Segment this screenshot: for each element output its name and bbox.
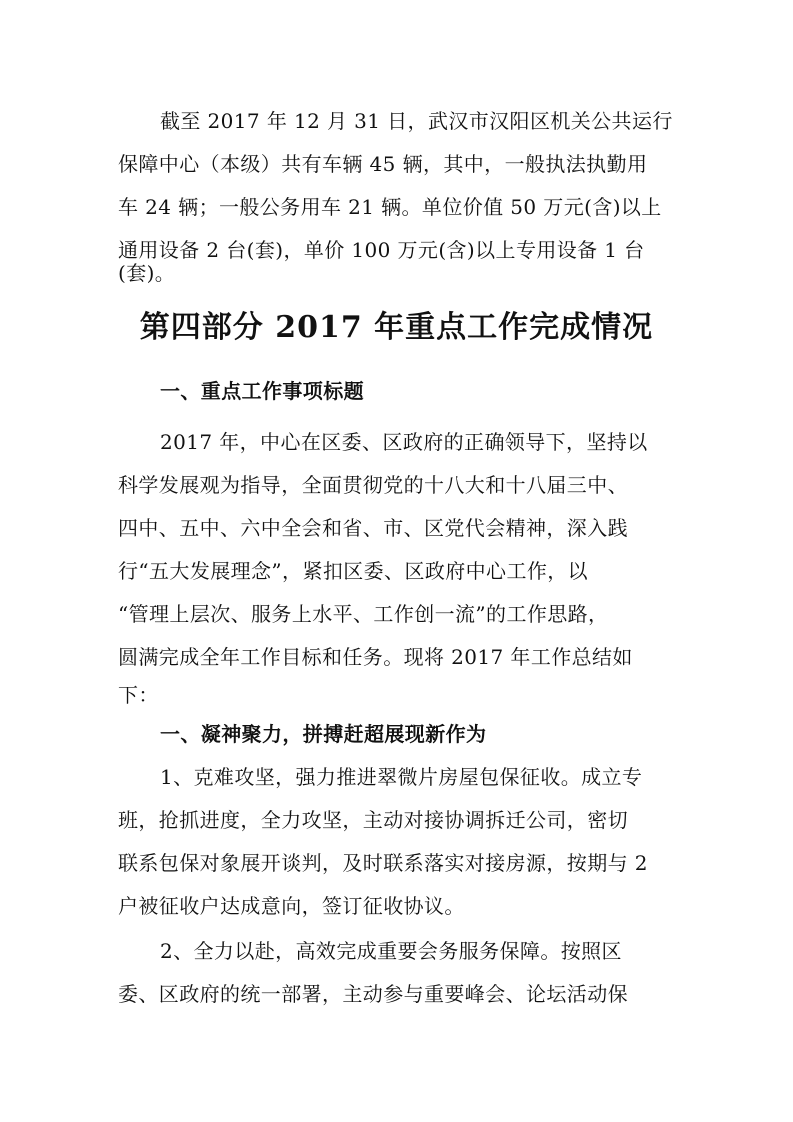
paragraph-line: 1、克难攻坚，强力推进翠微片房屋包保征收。成立专 bbox=[160, 765, 643, 789]
paragraph-line: 截至 2017 年 12 月 31 日，武汉市汉阳区机关公共运行 bbox=[160, 109, 673, 133]
paragraph-line: 2017 年，中心在区委、区政府的正确领导下，坚持以 bbox=[160, 430, 648, 454]
paragraph-line: 行“五大发展理念”，紧扣区委、区政府中心工作，以 bbox=[118, 559, 589, 583]
paragraph-line: 委、区政府的统一部署，主动参与重要峰会、论坛活动保 bbox=[118, 982, 628, 1006]
paragraph-line: 2、全力以赴，高效完成重要会务服务保障。按照区 bbox=[160, 939, 622, 963]
paragraph-line: 下： bbox=[118, 683, 159, 707]
paragraph-line: 通用设备 2 台(套)，单价 100 万元(含)以上专用设备 1 台 bbox=[118, 238, 645, 262]
paragraph-line: 班，抢抓进度，全力攻坚，主动对接协调拆迁公司，密切 bbox=[118, 808, 628, 832]
paragraph-line: 车 24 辆；一般公务用车 21 辆。单位价值 50 万元(含)以上 bbox=[118, 195, 662, 219]
subtitle: 一、重点工作事项标题 bbox=[160, 379, 364, 403]
paragraph-line: 户被征收户达成意向，签订征收协议。 bbox=[118, 894, 465, 918]
paragraph-line: 圆满完成全年工作目标和任务。现将 2017 年工作总结如 bbox=[118, 645, 633, 669]
paragraph-line: 科学发展观为指导，全面贯彻党的十八大和十八届三中、 bbox=[118, 473, 628, 497]
subtitle: 一、凝神聚力，拼搏赶超展现新作为 bbox=[160, 722, 487, 746]
paragraph-line: (套)。 bbox=[118, 261, 176, 285]
section-title: 第四部分 2017 年重点工作完成情况 bbox=[139, 310, 654, 345]
paragraph-line: 保障中心（本级）共有车辆 45 辆，其中，一般执法执勤用 bbox=[118, 152, 648, 176]
paragraph-line: 联系包保对象展开谈判，及时联系落实对接房源，按期与 2 bbox=[118, 851, 648, 875]
paragraph-line: “管理上层次、服务上水平、工作创一流”的工作思路， bbox=[118, 602, 609, 626]
paragraph-line: 四中、五中、六中全会和省、市、区党代会精神，深入践 bbox=[118, 516, 628, 540]
